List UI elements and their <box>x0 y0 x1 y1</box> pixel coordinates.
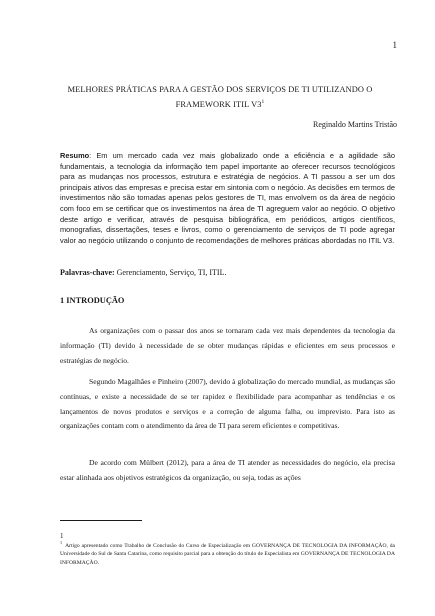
footnote-sup: 1 <box>60 540 63 546</box>
footnote-rule <box>60 520 142 521</box>
abstract-label: Resumo <box>60 151 90 160</box>
author-name: Reginaldo Martins Tristão <box>312 120 397 129</box>
abstract-text: : Em um mercado cada vez mais globalizado onde a eficiência e a agilidade são fundamentais, a tecnologia da informação tem papel importante ao oferecer recursos tecnológicos para as mudanças nos processos, estrutura e estratégia de negócios. A TI passou a ser um dos principais ativos das empresas e precisa estar em sintonia com o negócio. As decisões em termos de investimentos não são tomadas apenas pelos gestores de TI, mas envolvem os da área de negócio com foco em se certificar que os investimentos na área de TI agreguem valor ao negócio. O objetivo deste artigo e verificar, através de pesquisa bibliográfica, em periódicos, artigos científicos, monografias, dissertações, teses e livros, como o gerenciamento de serviços de TI pode agregar valor ao negócio utilizando o conjunto de recomendações de melhores práticas abordadas no ITIL V3. <box>60 151 395 245</box>
page-number: 1 <box>392 40 397 50</box>
title-footnote-ref: 1 <box>261 99 265 106</box>
section-heading: 1 INTRODUÇÃO <box>60 296 125 305</box>
body-paragraph-2: Segundo Magalhães e Pinheiro (2007), devido à globalização do mercado mundial, as mudanças são contínuas, e existe a necessidade de se ter rapidez e flexibilidade para acompanhar as tendências e os lançamentos de novos produtos e serviços e a correção de alguma falha, ou imprevisto. Para isto as organizações contam com o atendimento da área de TI para serem eficientes e competitivas. <box>60 377 395 431</box>
paper-title-text: MELHORES PRÁTICAS PARA A GESTÃO DOS SERVIÇOS DE TI UTILIZANDO O FRAMEWORK ITIL V3 <box>67 85 373 109</box>
footnote-text: Artigo apresentado como Trabalho de Conclusão do Curso de Especialização em GOVERNANÇA DE TECNOLOGIA DA INFORMAÇÃO, da Universidade do Sul de Santa Catarina, como requisito parcial para a obtenção do título de Especialista em GOVERNANÇA DE TECNOLOGIA DA INFORMAÇÃO. <box>60 543 395 566</box>
footnote <box>60 542 395 567</box>
footnote-marker: 1 <box>60 532 64 540</box>
body-paragraph-3: De acordo com Mülbert (2012), para a área de TI atender as necessidades do negócio, ela precisa estar alinhada aos objetivos estratégicos da organização, ou seja, todas as ações <box>60 458 395 482</box>
abstract <box>60 151 395 246</box>
body-paragraph-1: As organizações com o passar dos anos se tornaram cada vez mais dependentes da tecnologia da informação (TI) devido à necessidade de se obter mudanças rápidas e eficientes em seus processos e estratégias de negócio. <box>60 326 395 365</box>
keywords-label: Palavras-chave: <box>60 268 115 277</box>
paper-title <box>60 82 380 112</box>
keywords-text: Gerenciamento, Serviço, TI, ITIL. <box>114 268 227 277</box>
keywords <box>60 268 395 277</box>
